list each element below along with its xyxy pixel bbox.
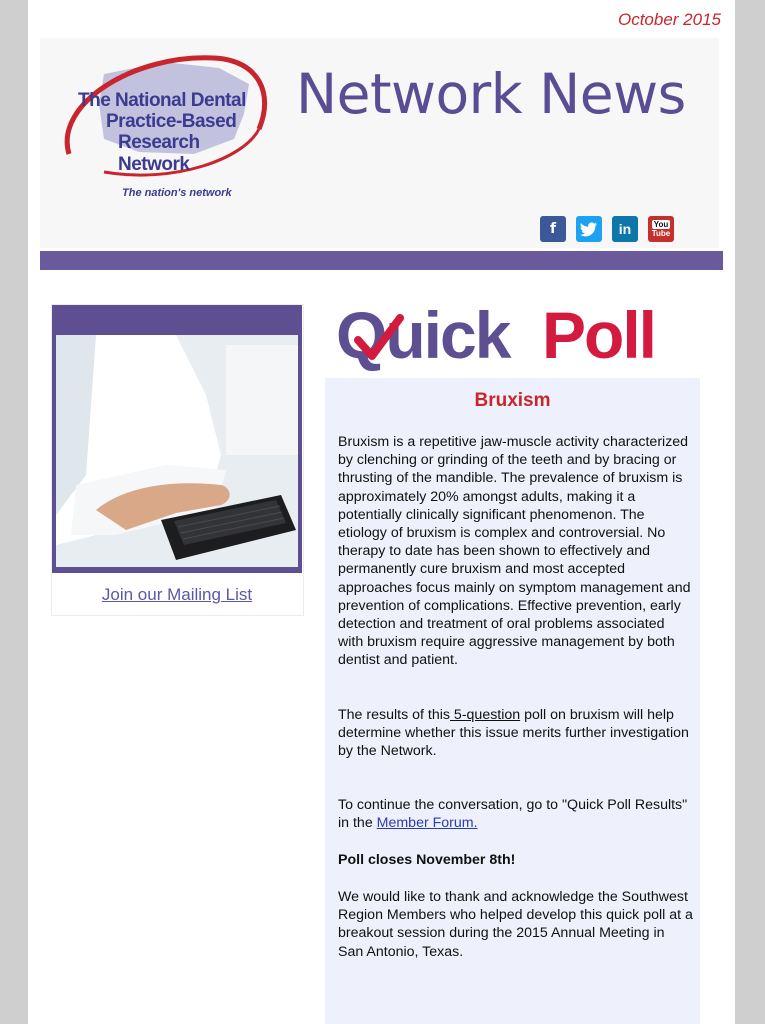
header-divider-bar — [40, 251, 723, 270]
facebook-icon[interactable]: f — [540, 216, 566, 242]
youtube-label-bottom: Tube — [651, 229, 671, 238]
logo-line-1: The National Dental — [78, 90, 246, 111]
social-links — [540, 216, 674, 242]
five-question-link[interactable]: 5-question — [449, 707, 521, 723]
results-suffix: poll on bruxism will help determine whether this issue merits further investigation by the Network. — [338, 707, 689, 760]
article-intro: Bruxism is a repetitive jaw-muscle activity characterized by clenching or grinding of the teeth and by bracing or thrusting of the mandible. The prevalence of bruxism is approximately 20% amongst adults, making it a potentially clinically significant phenomenon. The etiology of bruxism is complex and controversial. No therapy to date has been shown to effectively and permanently cure bruxism and most accepted approaches focus mainly on symptom management and prevention of complications. Effective prevention, early detection and treatment of oral problems associated with bruxism require aggressive management by both dentist and patient. — [338, 434, 691, 669]
checkmark-icon — [354, 314, 404, 362]
ndpbrn-logo — [44, 44, 272, 212]
issue-date: October 2015 — [617, 10, 721, 29]
quickpoll-article — [325, 378, 700, 1024]
article-title: Bruxism — [474, 390, 551, 411]
article-continue-paragraph — [338, 796, 693, 832]
youtube-icon[interactable] — [648, 216, 674, 242]
member-forum-link[interactable]: Member Forum. — [376, 815, 478, 832]
article-results-paragraph — [338, 706, 693, 761]
youtube-label-top: You — [653, 220, 669, 229]
mailing-list-card — [51, 304, 304, 616]
dentist-keyboard-illustration — [56, 335, 298, 567]
results-prefix: The results of this — [338, 707, 450, 723]
linkedin-icon[interactable]: in — [612, 216, 638, 242]
logo-line-2: Practice-Based — [106, 111, 237, 132]
article-thanks-paragraph: We would like to thank and acknowledge the Southwest Region Members who helped develop this quick poll at a breakout session during the 2015 Annual Meeting in San Antonio, Texas. — [338, 889, 693, 960]
logo-line-3: Research Network — [118, 132, 200, 175]
twitter-icon[interactable] — [576, 216, 602, 242]
dentist-typing-photo — [56, 335, 298, 567]
photo-frame — [52, 305, 302, 573]
quickpoll-logo-poll: Poll — [542, 298, 656, 372]
twitter-bird-icon — [580, 222, 598, 237]
poll-closes-notice: Poll closes November 8th! — [338, 852, 516, 868]
join-mailing-list-link[interactable]: Join our Mailing List — [101, 585, 253, 604]
newsletter-title: Network News — [296, 62, 686, 126]
quickpoll-logo-quick: Quick — [336, 298, 510, 372]
logo-tagline: The nation's network — [122, 187, 232, 199]
continue-prefix: To continue the conversation, go to "Quick Poll Results" in the — [338, 797, 688, 832]
